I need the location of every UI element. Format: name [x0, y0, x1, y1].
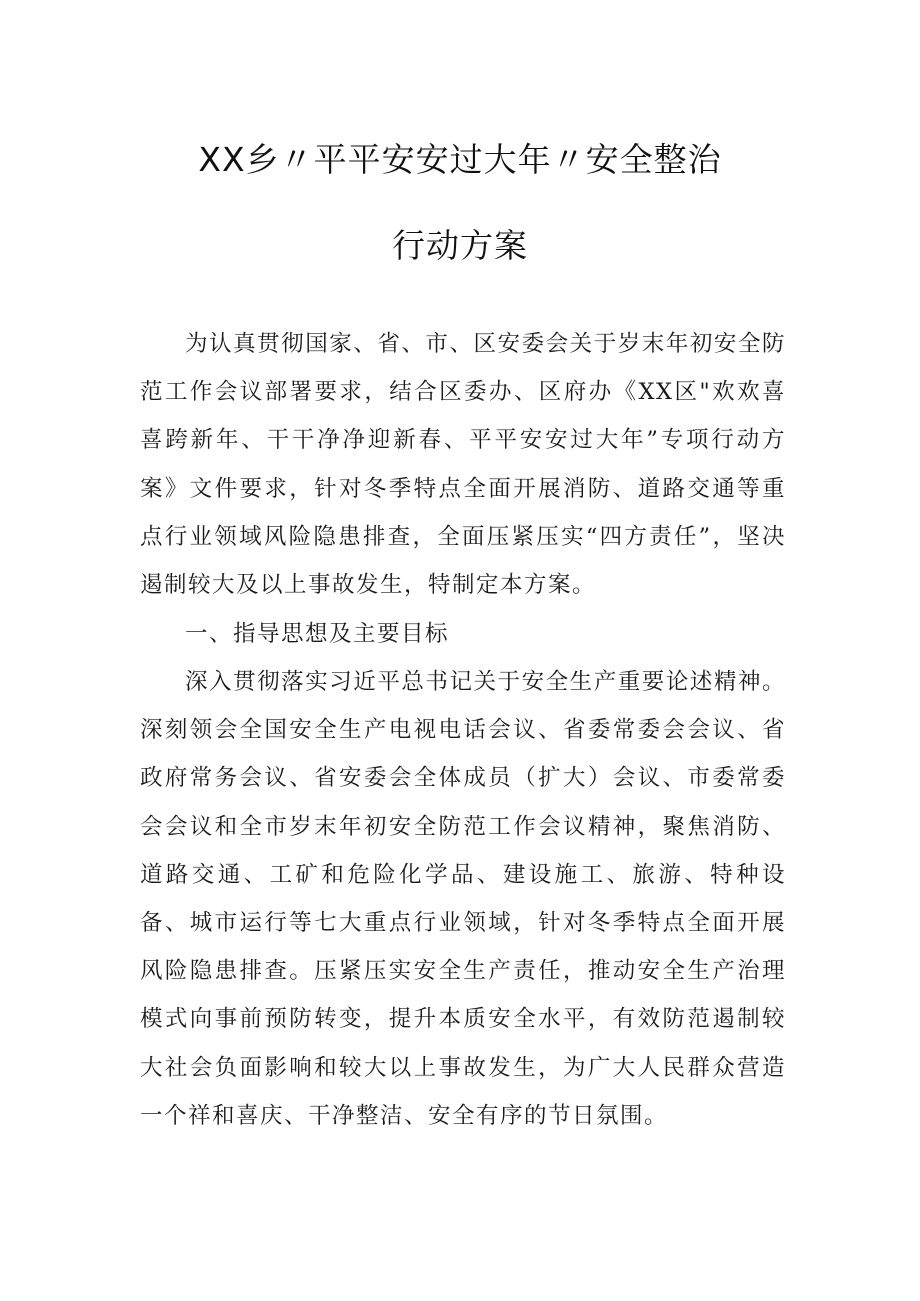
section-body-block [140, 658, 786, 1140]
document-title-line-1: XX乡〃平平安安过大年〃安全整治 [198, 140, 722, 179]
section-heading: 一、指导思想及主要目标 [185, 621, 450, 647]
section-heading-block [140, 610, 786, 658]
document-title-line-2: 行动方案 [392, 226, 528, 265]
intro-block [140, 320, 786, 609]
intro-paragraph: 为认真贯彻国家、省、市、区安委会关于岁末年初安全防范工作会议部署要求，结合区委办、区府办《XX区"欢欢喜喜跨新年、干干净净迎新春、平平安安过大年”专项行动方案》文件要求，针对冬季特点全面开展消防、道路交通等重点行业领域风险隐患排查，全面压紧压实“四方责任”，坚决遏制较大及以上事故发生，特制定本方案。 [140, 331, 786, 599]
section-paragraph: 深入贯彻落实习近平总书记关于安全生产重要论述精神。深刻领会全国安全生产电视电话会议、省委常委会会议、省政府常务会议、省安委会全体成员（扩大）会议、市委常委会会议和全市岁末年初安全防范工作会议精神，聚焦消防、道路交通、工矿和危险化学品、建设施工、旅游、特种设备、城市运行等七大重点行业领域，针对冬季特点全面开展风险隐患排查。压紧压实安全生产责任，推动安全生产治理模式向事前预防转变，提升本质安全水平，有效防范遏制较大社会负面影响和较大以上事故发生，为广大人民群众营造一个祥和喜庆、干净整洁、安全有序的节日氛围。 [140, 669, 786, 1129]
